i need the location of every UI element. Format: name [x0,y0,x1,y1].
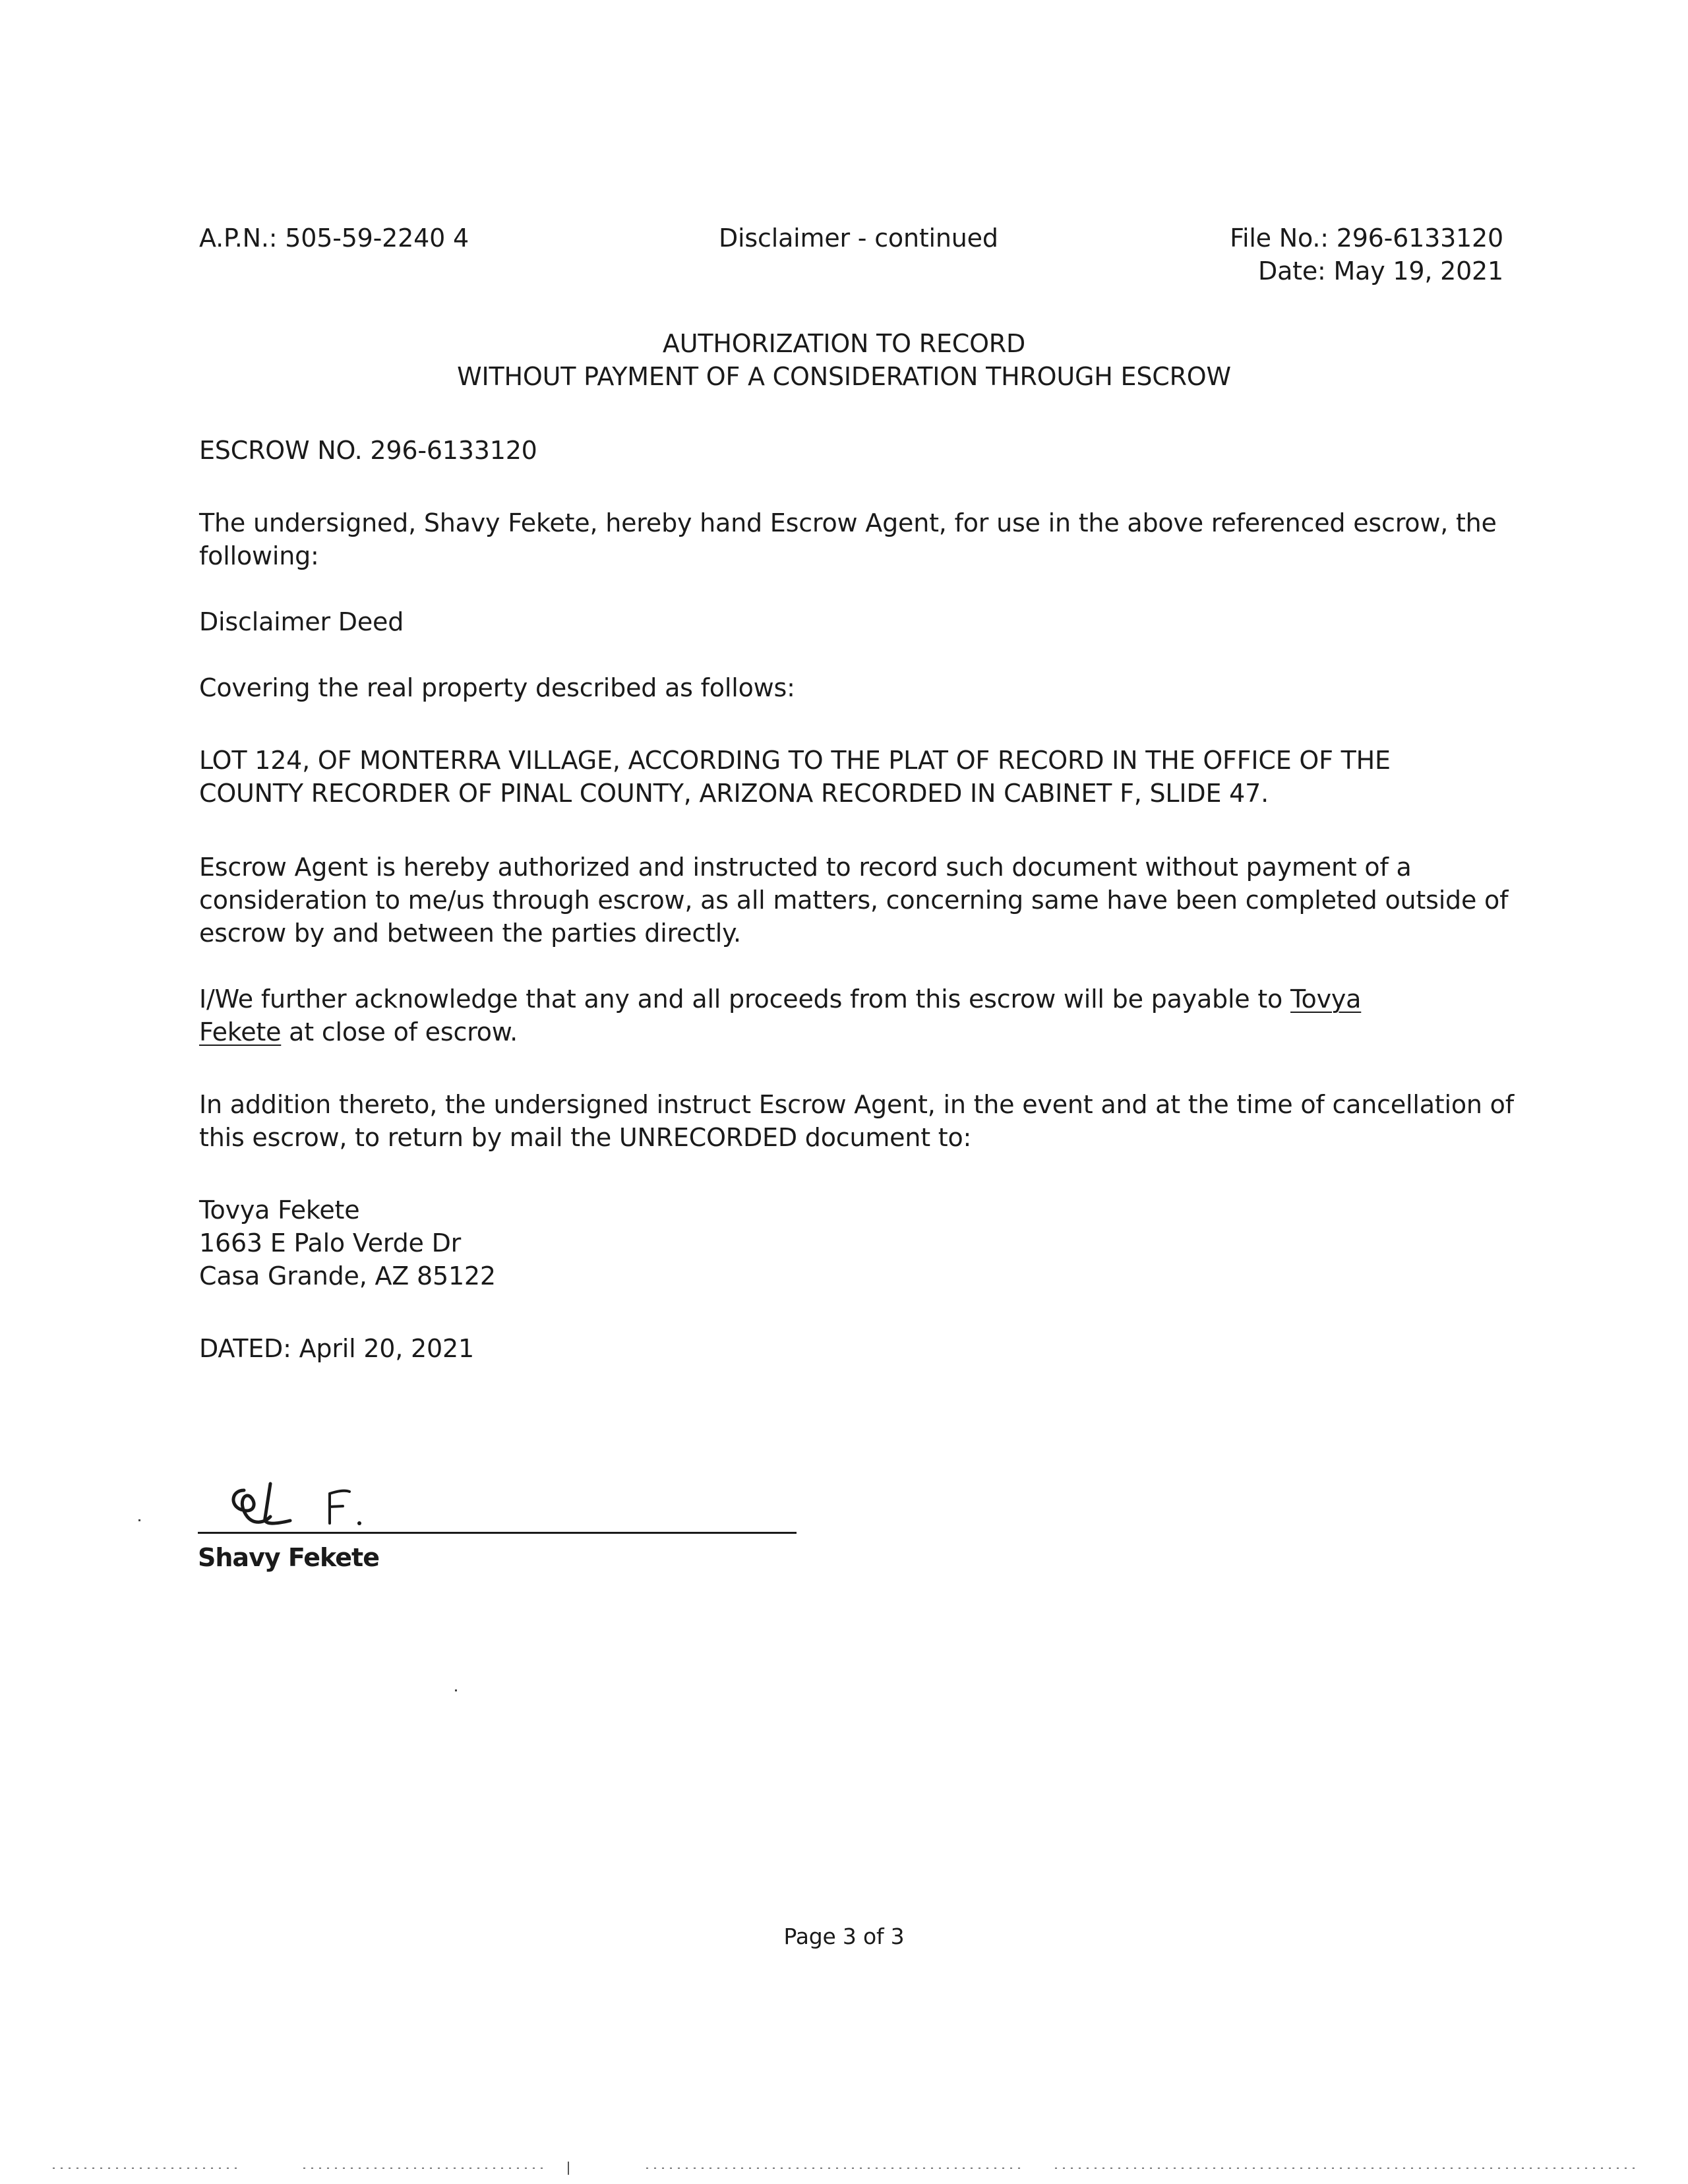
paragraph-1-line-2: following: [199,541,319,570]
payee-name-part-1: Tovya [1290,985,1362,1014]
scan-speck [138,1519,140,1521]
close-of-escrow-text: at close of escrow. [281,1017,518,1046]
escrow-number: ESCROW NO. 296-6133120 [199,436,537,465]
paragraph-2-line-1: Escrow Agent is hereby authorized and instructed to record such document without payment of a [199,853,1412,882]
document-type: Disclaimer Deed [199,607,404,636]
legal-description-line-1: LOT 124, OF MONTERRA VILLAGE, ACCORDING TO THE PLAT OF RECORD IN THE OFFICE OF THE [199,746,1391,775]
paragraph-4-line-1: In addition thereto, the undersigned instruct Escrow Agent, in the event and at the time of cancellation of [199,1090,1514,1119]
document-title-line2: WITHOUT PAYMENT OF A CONSIDERATION THROUGH ESCROW [457,362,1231,391]
document-title-line1: AUTHORIZATION TO RECORD [662,329,1026,358]
scan-edge-noise [0,2162,1688,2175]
paragraph-3-line-1 [199,983,1361,1016]
signer-name: Shavy Fekete [198,1543,379,1572]
proceeds-statement: I/We further acknowledge that any and all proceeds from this escrow will be payable to [199,985,1290,1014]
paragraph-2-line-2: consideration to me/us through escrow, as all matters, concerning same have been completed outside of [199,886,1509,915]
covering-statement: Covering the real property described as follows: [199,673,795,702]
address-name: Tovya Fekete [199,1196,360,1225]
paragraph-1-line-1: The undersigned, Shavy Fekete, hereby hand Escrow Agent, for use in the above referenced escrow, the [199,508,1497,537]
paragraph-2-line-3: escrow by and between the parties directly. [199,919,741,948]
address-city: Casa Grande, AZ 85122 [199,1261,496,1290]
apn-number: A.P.N.: 505-59-2240 4 [199,224,469,253]
legal-description-line-2: COUNTY RECORDER OF PINAL COUNTY, ARIZONA RECORDED IN CABINET F, SLIDE 47. [199,779,1269,808]
payee-name-part-2: Fekete [199,1017,282,1046]
address-street: 1663 E Palo Verde Dr [199,1228,462,1258]
scan-speck [455,1689,457,1691]
header-center-label: Disclaimer - continued [719,224,998,253]
header-date: Date: May 19, 2021 [1258,257,1503,286]
signature-line [198,1532,797,1534]
paragraph-3-line-2 [199,1016,518,1048]
file-number: File No.: 296-6133120 [1230,224,1503,253]
paragraph-4-line-2: this escrow, to return by mail the UNRECORDED document to: [199,1123,972,1152]
page-number: Page 3 of 3 [783,1924,905,1949]
handwritten-signature [224,1477,396,1536]
dated-line: DATED: April 20, 2021 [199,1334,474,1363]
